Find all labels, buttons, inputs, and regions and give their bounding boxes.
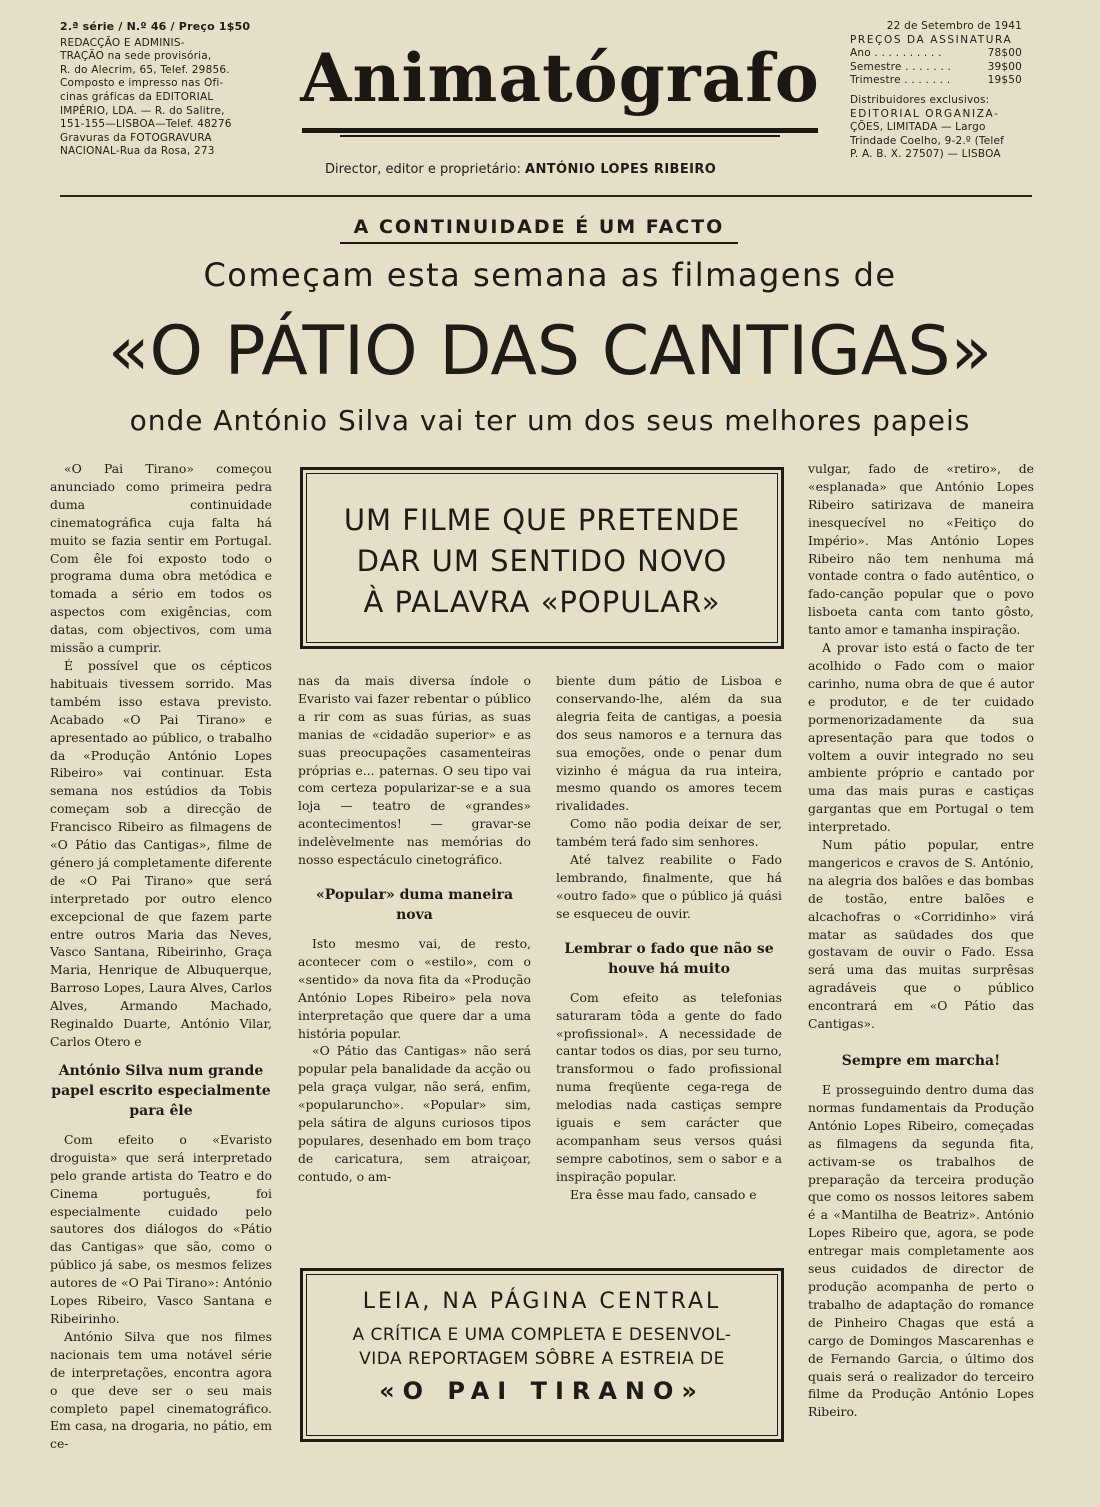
article-column-3 [556,672,782,1204]
headline-deck: Começam esta semana as filmagens de [203,256,897,294]
price-value: 78$00 [987,47,1022,60]
headline-title: «O PÁTIO DAS CANTIGAS» [107,312,993,391]
logo-wordmark: Animatógrafo [300,39,820,117]
price-row [850,47,1022,61]
highlight-box-bottom [300,1268,784,1442]
director-label: Director, editor e proprietário: [325,162,521,177]
masthead-right-info [850,20,1022,162]
issue-date: 22 de Setembro de 1941 [886,20,1022,32]
subheading: António Silva num grande papel escrito especialmente para êle [51,1062,271,1119]
logo-underline [302,128,818,133]
distributor-line: ÇÕES, LIMITADA — Largo [850,121,986,134]
distributor-info [850,94,1022,162]
paragraph: Isto mesmo vai, de resto, acontecer com o «estilo», com o «sentido» da nova fita da «Produção António Lopes Ribeiro» pela nova interpretação que quere dar a uma história popular. [298,935,531,1041]
paragraph: Até talvez reabilite o Fado lembrando, finalmente, que há «outro fado» que o público já quási se esqueceu de ouvir. [556,852,782,921]
headline-kicker: A CONTINUIDADE É UM FACTO [340,216,738,244]
article-column-4 [808,460,1034,1421]
masthead-logo [280,34,840,136]
box-subline: A CRÍTICA E UMA COMPLETA E DESENVOL- [352,1325,732,1345]
headline-subdeck: onde António Silva vai ter um dos seus melhores papeis [129,404,971,437]
director-name: ANTÓNIO LOPES RIBEIRO [524,162,717,177]
paragraph: Com efeito o «Evaristo droguista» que será interpretado pelo grande artista do Teatro e do Cinema português, foi especialmente cuidado pelo sautores dos diálogos do «Pátio das Cantigas» que são, como o público já sabe, os mesmos felizes autores de «O Pai Tirano»: António Lopes Ribeiro, Vasco Santana e Ribeirinho. [50,1131,272,1326]
paragraph: nas da mais diversa índole o Evaristo vai fazer rebentar o público a rir com as suas fúrias, as suas manias de «cidadão superior» e as suas preocupações casamenteiras próprias e... paternas. O seu tipo vai com certeza popularizar-se e a sua loja — teatro de «grandes» acontecimentos! — gravar-se indelèvelmente nas memórias do nosso espectáculo cinetográfico. [298,673,531,868]
subheading: Sempre em marcha! [841,1053,1001,1069]
paragraph: É possível que os cépticos habituais tivessem sorrido. Mas também isso estava previsto. Acabado «O Pai Tirano» e apresentado ao público, o trabalho da «Produção António Lopes Ribeiro» vai continuar. Esta semana nos estúdios da Tobis começam sob a direcção de Francisco Ribeiro as filmagens de «O Pátio das Cantigas», filme de género já completamente diferente de «O Pai Tirano» que será interpretado por outro elenco excepcional de que fazem parte entre outros Maria das Neves, Vasco Santana, Ribeirinho, Graça Maria, Henrique de Albuquerque, Barroso Lopes, Laura Alves, Carlos Alves, Armando Machado, Reginaldo Duarte, António Vilar, Carlos Otero e [50,657,272,1049]
editorial-info-line: 151-155—LISBOA—Telef. 48276 [60,118,232,131]
box-subline: VIDA REPORTAGEM SÔBRE A ESTREIA DE [359,1349,725,1369]
paragraph: A provar isto está o facto de ter acolhido o Fado com o maior carinho, numa obra de que é autor e produtor, e de ter cuidado pormenorizadamente da sua apresentação para que todos o voltem a ouvir integrado no seu ambiente próprio e cantado por uma das mais puras e castiças gargantas que em Portugal o tem interpretado. [808,640,1034,835]
price-value: 39$00 [987,60,1022,73]
subheading: «Popular» duma maneira nova [315,886,514,923]
highlight-line: DAR UM SENTIDO NOVO [356,544,728,578]
paragraph: Era êsse mau fado, cansado e [570,1186,757,1202]
price-value: 19$50 [987,74,1022,87]
box-line: LEIA, NA PÁGINA CENTRAL [362,1289,722,1314]
paragraph: vulgar, fado de «retiro», de «esplanada» que António Lopes Ribeiro satirizava de maneira inesquecível no «Feitiço do Império». Mas António Lopes Ribeiro não tem nenhuma má vontade contra o fado autêntico, o fado-canção popular que o povo lisboeta canta com tanto gôsto, tanto amor e tamanha inspiração. [808,461,1034,638]
distributor-line: P. A. B. X. 27507) — LISBOA [850,148,1001,161]
masthead-left-info [60,20,275,159]
issue-info: 2.ª série / N.º 46 / Preço 1$50 [60,20,251,33]
price-row [850,74,1022,88]
masthead-divider [60,195,1032,197]
price-period: Ano . . . . . . . . . . [850,47,942,60]
editorial-info-line: REDACÇÃO E ADMINIS- [60,36,185,49]
paragraph: «O Pátio das Cantigas» não será popular pela banalidade da acção ou pela graça vulgar, não será, enfim, «popularuncho». «Popular» sim, pela sátira de alguns curiosos tipos populares, desenhado em bom traço de caricatura, sem atraiçoar, contudo, o am- [298,1043,531,1184]
box-line [303,1323,781,1371]
price-period: Semestre . . . . . . . [850,60,952,73]
editorial-info-line: NACIONAL-Rua da Rosa, 273 [60,145,215,158]
paragraph: Como não podia deixar de ser, também terá fado sim senhores. [556,816,782,850]
editorial-info-line: cinas gráficas da EDITORIAL [60,90,214,103]
paragraph: Com efeito as telefonias saturaram tôda a gente do fado «profissional». A necessidade de cantar todos os dias, por seu turno, transformou o fado profissional numa freqüente cega-rega de melodias nada castiças sempre iguais e sem carácter que acompanham seus versos quási sempre cabotinos, sem o sabor e a inspiração popular. [556,989,782,1184]
highlight-box-text [303,500,781,623]
price-row [850,61,1022,75]
article-column-1 [50,460,272,1453]
editorial-info-line: R. do Alecrim, 65, Telef. 29856. [60,63,230,76]
price-period: Trimestre . . . . . . . [850,74,951,87]
editorial-info-line: IMPÉRIO, LDA. — R. do Salitre, [60,104,225,117]
highlight-line: À PALAVRA «POPULAR» [363,585,721,619]
paragraph: biente dum pátio de Lisboa e conservando-lhe, além da sua alegria feita de cantigas, a poesia dos seus namoros e a ternura das sua emoções, onde o penar dum vizinho é mágua da rua inteira, mesmo quando os amores tecem rivalidades. [556,673,782,814]
logo-underline-thin [340,135,780,137]
highlight-box-top [300,467,784,649]
box-title: «O PAI TIRANO» [379,1377,705,1405]
paragraph: «O Pai Tirano» começou anunciado como primeira pedra duma continuidade cinematográfica cuja falta há muito se fazia sentir em Portugal. Com êle foi exposto todo o programa duma obra metódica e tomada a sério em todos os aspectos com exigências, com datas, com objectivos, com uma missão a cumprir. [50,461,272,656]
paragraph: António Silva que nos filmes nacionais tem uma notável série de interpretações, encontra agora o que deve ser o seu mais completo papel cinematográfico. Em casa, na drogaria, no pátio, em ce- [50,1328,272,1452]
distributor-line: Distribuidores exclusivos: [850,93,990,106]
editorial-info-line: Gravuras da FOTOGRAVURA [60,131,212,144]
distributor-line: Trindade Coelho, 9-2.º (Telef [850,134,1005,147]
director-credit [325,162,785,177]
highlight-line: UM FILME QUE PRETENDE [343,503,741,537]
paragraph: E prosseguindo dentro duma das normas fundamentais da Produção António Lopes Ribeiro, começadas as filmagens da segunda fita, activam-se os trabalhos de preparação da terceira produção que como os nossos leitores sabem é a «Mantilha de Beatriz». António Lopes Ribeiro que, agora, se pode entregar mais completamente aos seus cuidados de director de produção acompanha de perto o trabalho de adaptação do romance de Pinheiro Chagas que está a cargo de Domingos Mascarenhas e de Fernando Garcia, o último dos quais será o realizador do terceiro filme da Produção António Lopes Ribeiro. [808,1082,1034,1420]
distributor-line: EDITORIAL ORGANIZA- [850,107,1000,120]
article-column-2 [298,672,531,1186]
editorial-info-line: Composto e impresso nas Ofi- [60,77,224,90]
paragraph: Num pátio popular, entre mangericos e cravos de S. António, na alegria dos balões e das bombas de tostão, entre balões e alcachofras o «Corridinho» virá matar as saüdades dos que gostavam de ouvir o Fado. Essa será uma das muitas surprêsas agradáveis que o público encontrará em «O Pátio das Cantigas». [808,837,1034,1032]
editorial-info-line: TRAÇÃO na sede provisória, [60,50,212,63]
subscription-title: PREÇOS DA ASSINATURA [850,33,1013,46]
subheading: Lembrar o fado que não se houve há muito [564,940,774,977]
